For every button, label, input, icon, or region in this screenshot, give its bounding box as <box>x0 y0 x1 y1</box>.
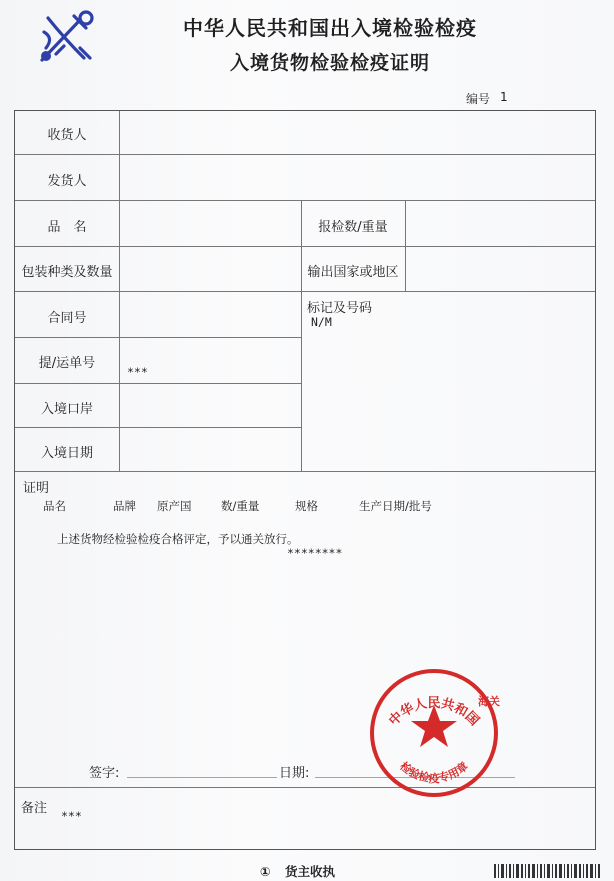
contract-no-label: 合同号 <box>47 311 87 326</box>
col-origin-country: 原产国 <box>157 499 192 513</box>
marks-label: 标记及号码 <box>307 301 373 316</box>
seal-text-top: 中华人民共和国 <box>386 696 482 729</box>
copy-label: 货主收执 <box>284 864 335 879</box>
date-label: 日期: <box>279 766 310 781</box>
certificate-form <box>14 110 596 850</box>
export-country-label: 输出国家或地区 <box>307 265 399 280</box>
col-specification: 规格 <box>295 499 318 513</box>
declared-qty-weight-label: 报检数/重量 <box>318 220 388 235</box>
certificate-stars: ******** <box>287 546 343 560</box>
entry-port-label: 入境口岸 <box>40 402 93 417</box>
svg-text:检验检疫专用章 <box>397 759 470 785</box>
ciq-logo-icon <box>34 8 100 68</box>
serial-number-label: 编号 <box>466 92 491 106</box>
document-title: 中华人民共和国出入境检验检疫 <box>183 16 477 40</box>
bl-no-label: 提/运单号 <box>38 356 96 371</box>
seal-text-right: 海关 <box>478 695 500 708</box>
entry-date-label: 入境日期 <box>40 446 93 461</box>
col-production-date-batch: 生产日期/批号 <box>359 499 432 513</box>
remarks-value: *** <box>61 809 82 823</box>
barcode-icon <box>494 862 604 880</box>
remarks-label: 备注 <box>21 801 48 816</box>
goods-name-label: 品 名 <box>47 220 87 235</box>
marks-value: N/M <box>311 315 332 329</box>
certificate-section-label: 证明 <box>23 481 50 496</box>
serial-number-value: 1 <box>500 90 508 104</box>
copy-footer <box>260 862 335 880</box>
signature-label: 签字: <box>89 766 120 781</box>
col-brand: 品牌 <box>113 499 136 513</box>
bl-no-value: *** <box>127 365 148 379</box>
consignee-label: 收货人 <box>47 128 87 143</box>
official-seal-stamp <box>366 665 502 801</box>
document-subtitle: 入境货物检验检疫证明 <box>229 52 430 74</box>
col-qty-weight: 数/重量 <box>221 499 260 513</box>
col-goods-name: 品名 <box>43 499 66 513</box>
seal-text-bottom: 检验检疫专用章 <box>397 759 471 785</box>
copy-number: ① <box>260 864 271 879</box>
certificate-statement: 上述货物经检验检疫合格评定，予以通关放行。 <box>57 532 299 546</box>
consignor-label: 发货人 <box>47 174 87 189</box>
packing-label: 包装种类及数量 <box>21 265 113 280</box>
